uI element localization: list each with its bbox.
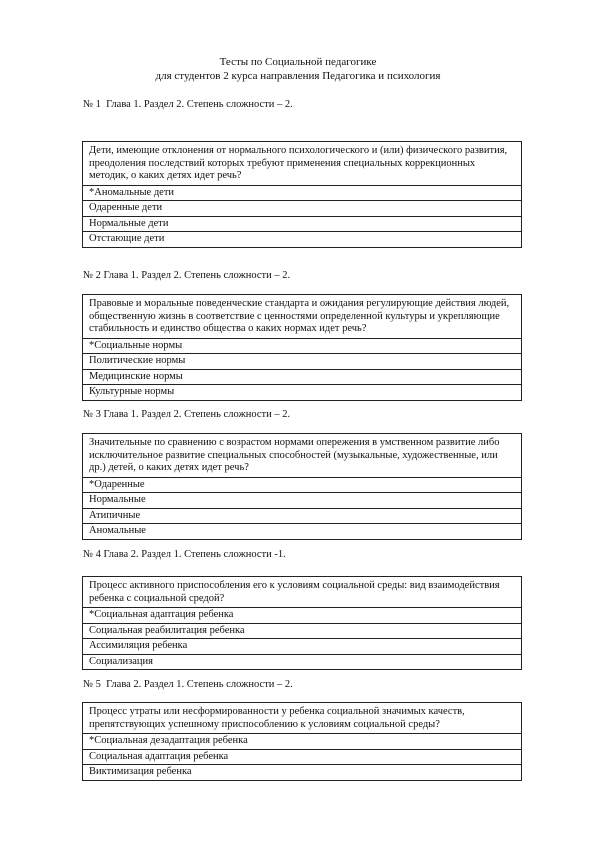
question-3-option-1: *Одаренные (83, 477, 522, 493)
question-prompt-row (83, 434, 522, 478)
answer-option-row (83, 232, 522, 248)
question-2-option-3: Медицинские нормы (83, 369, 522, 385)
question-3-heading: № 3 Глава 1. Раздел 2. Степень сложности – 2. (83, 409, 291, 420)
question-1-option-1: *Аномальные дети (83, 185, 522, 201)
answer-option-row (83, 338, 522, 354)
question-4-option-4: Социализация (83, 654, 522, 670)
answer-option-row (83, 734, 522, 750)
answer-option-row (83, 654, 522, 670)
answer-option-row (83, 216, 522, 232)
answer-option-row (83, 185, 522, 201)
answer-option-row (83, 749, 522, 765)
question-5-table (82, 702, 522, 781)
answer-option-row (83, 608, 522, 624)
question-5-prompt: Процесс утраты или несформированности у ребенка социальной значимых качеств, препятствующих успешному приспособлению к условиям социальной среды? (83, 703, 522, 734)
question-prompt-row (83, 703, 522, 734)
question-3-option-2: Нормальные (83, 493, 522, 509)
document-header (0, 55, 596, 83)
question-prompt-row (83, 577, 522, 608)
question-3-table (82, 433, 522, 540)
question-5-option-3: Виктимизация ребенка (83, 765, 522, 781)
question-2-table (82, 294, 522, 401)
question-5-option-1: *Социальная дезадаптация ребенка (83, 734, 522, 750)
question-3-option-3: Атипичные (83, 508, 522, 524)
question-4-prompt: Процесс активного приспособления его к условиям социальной среды: вид взаимодействия ребенка с социальной средой? (83, 577, 522, 608)
answer-option-row (83, 524, 522, 540)
question-4-option-3: Ассимиляция ребенка (83, 639, 522, 655)
answer-option-row (83, 477, 522, 493)
answer-option-row (83, 639, 522, 655)
answer-option-row (83, 765, 522, 781)
question-1-option-4: Отстающие дети (83, 232, 522, 248)
answer-option-row (83, 508, 522, 524)
answer-option-row (83, 385, 522, 401)
answer-option-row (83, 354, 522, 370)
question-1-option-2: Одаренные дети (83, 201, 522, 217)
question-5-option-2: Социальная адаптация ребенка (83, 749, 522, 765)
document-subtitle: для студентов 2 курса направления Педагогика и психология (155, 70, 441, 82)
question-2-option-1: *Социальные нормы (83, 338, 522, 354)
question-4-option-2: Социальная реабилитация ребенка (83, 623, 522, 639)
question-prompt-row (83, 142, 522, 186)
question-1-option-3: Нормальные дети (83, 216, 522, 232)
question-1-prompt: Дети, имеющие отклонения от нормального психологического и (или) физического развития, преодоления последствий которых требуют применения специальных коррекционных методик, о каких детях идет речь? (83, 142, 522, 186)
question-2-prompt: Правовые и моральные поведенческие стандарта и ожидания регулирующие действия людей, общественную жизнь в соответствие с ценностями определенной культуры и укрепляющие стабильность и единство общества о каких нормах идет речь? (83, 295, 522, 339)
answer-option-row (83, 623, 522, 639)
question-3-prompt: Значительные по сравнению с возрастом нормами опережения в умственном развитие либо исключительное развитие специальных способностей (музыкальные, художественные, или др.) детей, о каких детях идет речь? (83, 434, 522, 478)
answer-option-row (83, 369, 522, 385)
question-1-table (82, 141, 522, 248)
question-2-heading: № 2 Глава 1. Раздел 2. Степень сложности – 2. (83, 270, 291, 281)
answer-option-row (83, 201, 522, 217)
question-prompt-row (83, 295, 522, 339)
question-5-heading: № 5 Глава 2. Раздел 1. Степень сложности – 2. (83, 679, 293, 690)
question-2-option-2: Политические нормы (83, 354, 522, 370)
question-1-heading: № 1 Глава 1. Раздел 2. Степень сложности – 2. (83, 99, 293, 110)
question-3-option-4: Аномальные (83, 524, 522, 540)
document-title: Тесты по Социальной педагогике (219, 56, 377, 68)
question-4-option-1: *Социальная адаптация ребенка (83, 608, 522, 624)
answer-option-row (83, 493, 522, 509)
question-4-heading: № 4 Глава 2. Раздел 1. Степень сложности -1. (83, 549, 286, 560)
question-2-option-4: Культурные нормы (83, 385, 522, 401)
question-4-table (82, 576, 522, 670)
